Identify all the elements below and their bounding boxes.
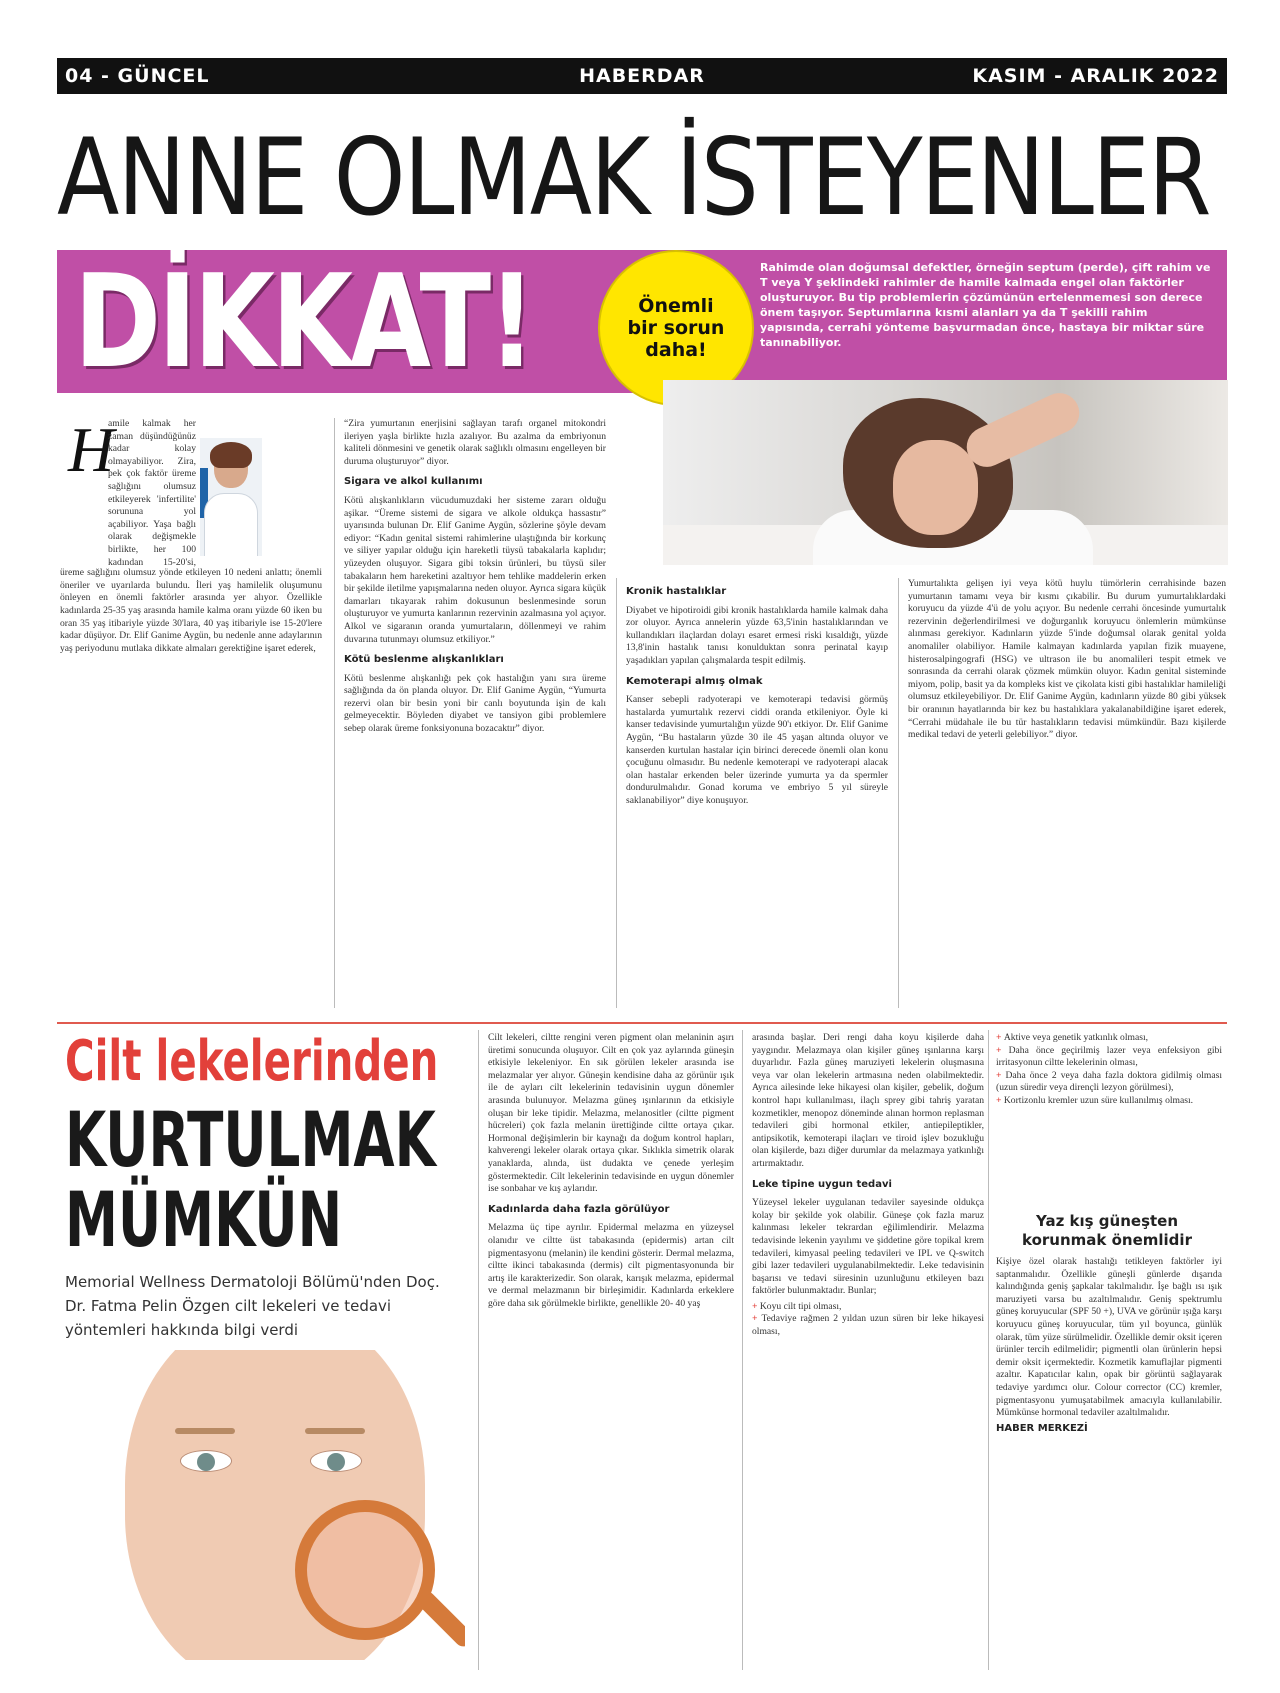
article-column-1-top — [108, 418, 196, 568]
section-divider — [57, 1022, 1227, 1024]
article-title: ANNE OLMAK İSTEYENLER — [57, 116, 1210, 239]
section-heading: Kronik hastalıklar — [626, 586, 727, 597]
bullet-list — [996, 1032, 1222, 1108]
paragraph: “Zira yumurtanın enerjisini sağlayan tarafı organel mitokondri ileriyen yaşla birlikte hızla azalıyor. Bu azalma da embriyonun kaliteli dönmesini ve genetik olarak sağlıklı olmasını engelleyen bir duruma oluşturuyor” diyor. — [344, 418, 606, 467]
paragraph: üreme sağlığını olumsuz yönde etkileyen 10 nedeni anlattı; önemli öneriler ve uyarılarda bulundu. İleri yaş hamilelik oluşumunu önleyen en önemli faktörler arasında yer alıyor. Özellikle kadınlarda 25-35 yaş arasında hamile kalma oranı yüzde 60 iken bu oran 35 yaş itibariyle yüzde 30'lara, 40 yaş itibariyle ise 15-20'lere kadar düşüyor. Dr. Elif Ganime Aygün, bu nedenle anne adaylarının yaş periyodunu mutlaka dikkate almaları gerektiğine işaret ederek, — [60, 568, 322, 654]
paragraph: Cilt lekeleri, ciltte rengini veren pigment olan melaninin aşırı üretimi sonucunda oluşuyor. Cilt en çok yaz aylarında güneşin etkisiyle lekeleniyor. En sık görülen lekeler arasında ise melazmalar yer alıyor. Güneşin kendisine daha az görünür ışık ile de ayları cilt lekelerinin tedavisinin uygun dönemler arasında bulunuyor. Melazma güneş ışınlarının da etkisiyle oluşan bir leke tipidir. Melazma, melanositler (ciltte pigment hücreleri) çok fazla melanin ürettiğinde ciltte ortaya çıkar. Hormonal değişimlerin bir kaynağı da doğum kontrol hapları, kahverengi lekeler olarak ortaya çıkar. Sıklıkla simetrik olarak yanaklarda, alında, üst dudakta ve çenede yerleşim göstermektedir. Cilt lekelerinin tedavisinde en uygun dönemler ise sonbahar ve kış aylarıdır. — [488, 1032, 734, 1195]
list-item: + Daha önce 2 veya daha fazla doktora gidilmiş olması (uzun süredir veya dirençli lezyon görülmesi), — [996, 1070, 1222, 1095]
article-intro: Rahimde olan doğumsal defektler, örneğin septum (perde), çift rahim ve T veya Y şeklindeki rahimler de hamile kalmada engel olan faktörler oluşturuyor. Bu tip problemlerin çözümünün ertelenmemesi son derece önem taşıyor. Septumlarına kısmi alanları ya da T şekilli rahim yapısında, cerrahi yönteme başvurmadan önce, hastaya bir miktar süre tanınabiliyor. — [760, 261, 1211, 349]
face-magnifier-photo — [65, 1350, 465, 1660]
section-heading: Leke tipine uygun tedavi — [752, 1178, 892, 1190]
article2-column-3-top — [996, 1032, 1222, 1208]
column-divider — [478, 1030, 479, 1670]
section-heading: Sigara ve alkol kullanımı — [344, 476, 483, 488]
newspaper-name: HABERDAR — [579, 65, 705, 87]
paragraph: Kötü alışkanlıkların vücudumuzdaki her sisteme zararı olduğu aşikar. “Üreme sistemi de sigara ve alkole oldukça hassastır” uyarısında bulunan Dr. Elif Ganime Aygün, sözlerine şöyle devam ediyor: “Kadın genital sistemi rahimlerine ulaştığında bir korkunç ve siliyer yapılar olduğu için hareketli tüysü tabakalarla kaplıdır; yüzeyden oluşuyor. Sigara gibi toksin ürünleri, bu tüysü siler tabakaların hem hareketini azaltıyor hem tehlike maddelerin erken bir şekilde iletilme yapışmalarına neden oluyor. Ayrıca sigara küçük damarları tıkayarak rahim dokusunun beslenmesinde sorun oluşturuyor ve yumurta kanlarının rezervinin azalmasına yol açıyor. Alkol ve sigaranın oranda yumurtaların, döllenmeyi ve rahim duvarına tutunmayı olumsuz etkiliyor.” — [344, 494, 606, 645]
paragraph: Yumurtalıkta gelişen iyi veya kötü huylu tümörlerin cerrahisinde bazen yumurtanın tamamı veya bir kısmı çıkabilir. Bu durum yumurtalıklardaki koruyucu da yüzde 4'ü de yolu açıyor. Bu nedenle cerrahi öncesinde yumurtalık rezervinin değerlendirilmesi ve doğurganlık koruyucu önlemlerin mümkünse alınması gerekiyor. Kadınların yüzde 5'inde doğumsal olarak genital yolda anomaliler olabiliyor. Hamile kalmayan kadınlarda yapılan fizik muayene, histerosalpingografi (HSG) ve ultrason ile bu anomalileri tespit etmek ve sonrasında da cerrahi olarak çözmek mümkün oluyor. Kadın genital sisteminde miyom, polip, basit ya da kompleks kist ve çikolata kisti gibi hastalıklar hamileliği olumsuz etkileyebiliyor. Dr. Elif Ganime Aygün, kadınların yüzde 80 gibi yüksek bir oranının hayatlarında bir kez bu hastalıklara yakalanabildiğine işaret ederek, “Cerrahi müdahale ile bu tür hastalıkların tedavisi mümkündür. Bazı kişilerde medikal tedavi de yeterli gelebiliyor.” diyor. — [908, 578, 1226, 741]
headline-black-line-1: KURTULMAK — [65, 1095, 436, 1184]
article-column-3 — [626, 578, 888, 1008]
woman-headache-photo — [663, 380, 1228, 565]
callout-badge — [606, 258, 746, 398]
article-deck: Memorial Wellness Dermatoloji Bölümü'nden Doç. Dr. Fatma Pelin Özgen cilt lekeleri ve tedavi yöntemleri hakkında bilgi verdi — [65, 1273, 440, 1339]
doctor-portrait-photo — [200, 438, 262, 556]
drop-cap: H — [68, 414, 115, 485]
column-divider — [898, 578, 899, 1008]
list-item: + Kortizonlu kremler uzun süre kullanılmış olması. — [996, 1095, 1222, 1108]
issue-date: KASIM - ARALIK 2022 — [972, 65, 1219, 87]
byline: HABER MERKEZİ — [996, 1422, 1088, 1434]
list-item: + Koyu cilt tipi olması, — [752, 1301, 984, 1314]
list-item: + Tedaviye rağmen 2 yıldan uzun süren bir leke hikayesi olması, — [752, 1313, 984, 1338]
section-heading: Kadınlarda daha fazla görülüyor — [488, 1203, 670, 1215]
headline-black-line-2: MÜMKÜN — [65, 1175, 343, 1264]
article2-column-2 — [752, 1032, 984, 1672]
section-label: 04 - GÜNCEL — [65, 65, 210, 87]
article-column-4 — [908, 578, 1226, 1008]
article-column-2 — [344, 418, 606, 1008]
paragraph: Diyabet ve hipotiroidi gibi kronik hastalıklarda hamile kalmak daha zor oluyor. Ayrıca annelerin yüzde 63,5'inin hastalıklarından ve kullandıkları ilaçlardan dolayı esaret ermesi riski kısaldığı, yüzde 13,8'inin hastalık tanısı konulduktan sonra perinatal kayıp yaşadıkları yapılan çalışmalarda tespit edilmiş. — [626, 604, 888, 666]
paragraph: Kötü beslenme alışkanlığı pek çok hastalığın yanı sıra üreme sağlığında da ön planda oluyor. Dr. Elif Ganime Aygün, “Yumurta rezervi olan bir besin yoni bir canlı boyutunda işin de kalı gelmeyecektir. Böyleden diyabet ve tansiyon gibi problemlere sebep olarak üreme fonksiyonuna bozacaktır” diyor. — [344, 672, 606, 735]
headline-red: Cilt lekelerinden — [65, 1029, 439, 1094]
paragraph: amile kalmak her zaman düşündüğünüz kadar kolay olmayabiliyor. Zira, pek çok faktör üreme sağlığını olumsuz etkileyerek 'infertilite' sorununa yol açabiliyor. Yaşa bağlı olarak değişmekle birlikte, her 100 kadından 15-20'si, — [108, 418, 196, 568]
list-item: + Aktive veya genetik yatkınlık olması, — [996, 1032, 1222, 1045]
paragraph: arasında başlar. Deri rengi daha koyu kişilerde daha yaygındır. Melazmaya olan kişiler güneş ışınlarına karşı duyarlıdır. Fazla güneş maruziyeti lekelerin oluşmasına veya var olan lekelerin artmasına neden olabilmektedir. Ayrıca ailesinde leke hikayesi olan kişiler, gebelik, doğum kontrol hapı kullanılması, ilaçlı sprey gibi tahriş yaratan kozmetikler, menopoz döneminde alınan hormon replasman tedavileri gibi hormonal etkiler, antiepileptikler, antipsikotik, kemoterapi ilaçları ve tiroid işlev bozukluğu olan kişilerde, bazı diğer durumlar da melazmaya yatkınlığı artırmaktadır. — [752, 1032, 984, 1169]
kicker-text: DİKKAT! — [74, 248, 533, 397]
callout-badge-text: Önemli bir sorun daha! — [627, 295, 725, 361]
section-heading: Kemoterapi almış olmak — [626, 675, 763, 687]
column-divider — [988, 1030, 989, 1670]
column-divider — [742, 1030, 743, 1670]
section-subhead: Yaz kış güneşten korunmak önemlidir — [1022, 1212, 1192, 1249]
page-header-bar — [57, 58, 1227, 94]
column-divider — [334, 418, 335, 1008]
article-column-1 — [60, 568, 322, 1008]
list-item: + Daha önce geçirilmiş lazer veya enfeksiyon gibi irritasyonun ciltte lekelerinin olması, — [996, 1045, 1222, 1070]
paragraph: Kanser sebepli radyoterapi ve kemoterapi tedavisi görmüş hastalarda yumurtalık rezervi ciddi oranda etkileniyor. Öyle ki kanser tedavisinde yumurtalığın yüzde 90'ı etkiyor. Dr. Elif Ganime Aygün, “Bu hastaların yüzde 30 ile 45 yaşan altında oluyor ve kanserden kurtulan hastalar için birinci derecede önemli olan konu çocuğunu olmasıdır. Bu nedenle kemoterapi ve radyoterapi alacak olan hastalar erkenden beler üzerinde yumurta ya da spermler dondurulmalıdır. Gonad koruma ve embriyo 5 yıl süreyle saklanabiliyor” diye konuşuyor. — [626, 694, 888, 806]
paragraph: Kişiye özel olarak hastalığı tetikleyen faktörler iyi saptanmalıdır. Özellikle güneşli günlerde dışarıda kalındığında geniş şapkalar takılmalıdır. İşe bağlı ısı ışık maruziyeti varsa bu azaltılmalıdır. Geniş spektrumlu güneş koruyucular (SPF 50 +), UVA ve görünür ışığa karşı koruyucu güneş koruyucular, tüm yıl boyunca, günlük olarak, tüm yüze sürülmelidir. Özellikle demir oksit içeren ürünler tercih edilmelidir; pigmentli olan ürünlerin hepsi demir oksit içermektedir. Kozmetik kamuflajlar pigmenti azaltır. Kapatıcılar kalın, opak bir görüntü sağlayarak tedaviye yardımcı olur. Colour corrector (CC) kremler, pigmentasyonu yumuşatabilmek amacıyla kullanılabilir. Mümkünse hormonal tedaviler azaltılmalıdır. — [996, 1256, 1222, 1419]
bullet-list — [752, 1301, 984, 1339]
article2-column-1 — [488, 1032, 734, 1672]
paragraph: Melazma üç tipe ayrılır. Epidermal melazma en yüzeysel olanıdır ve ciltte üst tabakasında (epidermis) artan cilt pigmentasyonu (melanin) ile kendini gösterir. Dermal melazma, ciltte ikinci tabakasında (dermis) cilt pigmentasyonunda bir artış ile karakterizedir. Son olarak, karışık melazma, epidermal ve dermal melazmanın bir birleşimidir. Kadınlarda erkeklere göre daha sık görülmekle birlikte, genellikle 20- 40 yaş — [488, 1222, 734, 1309]
section-heading: Kötü beslenme alışkanlıkları — [344, 654, 504, 666]
column-divider — [616, 578, 617, 1008]
paragraph: Yüzeysel lekeler uygulanan tedaviler sayesinde oldukça kolay bir şekilde yok olabilir. Güneşe çok fazla maruz kalınması lekeler tekrardan eğilimlendirir. Melazma tedavisinde lekenin yayılımı ve şiddetine göre topikal krem tedavileri, kimyasal peeling tedavileri ve IPL ve Q-switch gibi lazer tedavileri uygulanabilmektedir. Leke tedavisinin başarısı ve tedavi süresinin uzunluğunu etkileyen bazı faktörler bulunmaktadır. Bunlar; — [752, 1197, 984, 1297]
article2-column-3 — [996, 1256, 1222, 1676]
